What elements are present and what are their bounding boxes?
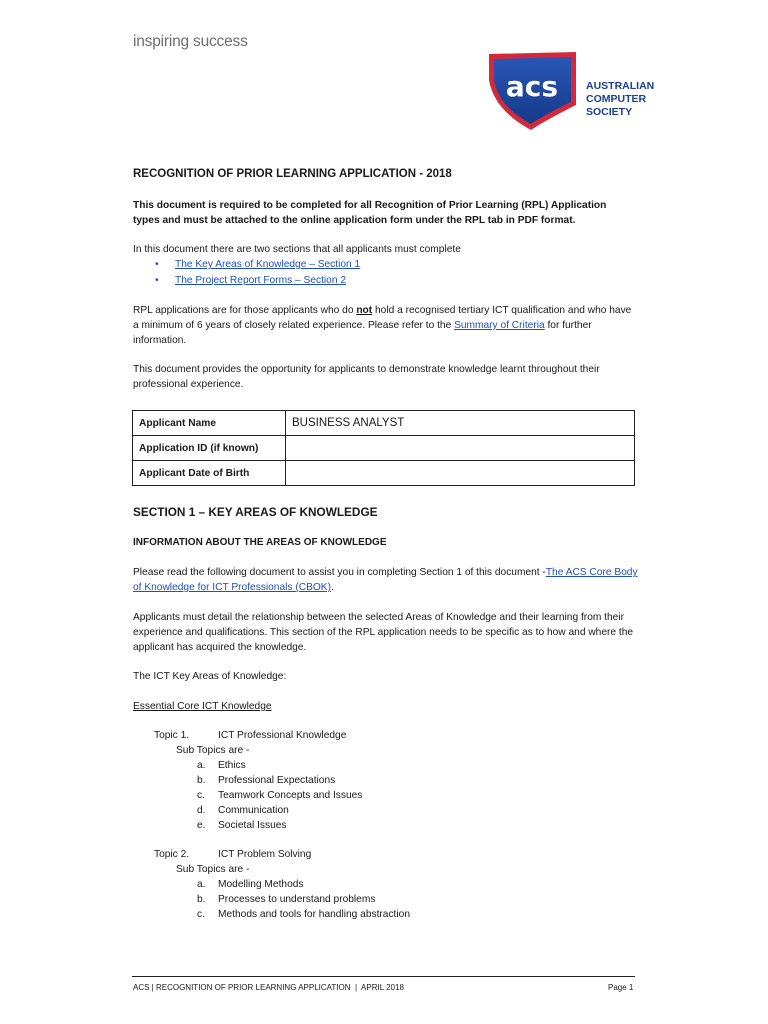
section-1-link[interactable]: The Key Areas of Knowledge – Section 1 xyxy=(175,259,361,270)
application-id-label: Application ID (if known) xyxy=(133,436,286,461)
sub-topics-label: Sub Topics are - xyxy=(176,745,250,756)
summary-of-criteria-link[interactable]: Summary of Criteria xyxy=(454,320,545,331)
list-item: d. Communication xyxy=(197,805,289,816)
intro-paragraph: This document is required to be completed for all Recognition of Prior Learning (RPL) Application types and must be attached to the online application form under the RPL tab in PDF format. xyxy=(133,200,607,226)
list-item xyxy=(155,273,360,289)
document-title: RECOGNITION OF PRIOR LEARNING APPLICATION - 2018 xyxy=(133,168,452,180)
page-number: Page 1 xyxy=(608,983,634,992)
sub-topics-label: Sub Topics are - xyxy=(176,864,250,875)
table-row xyxy=(133,461,635,486)
essential-core-heading: Essential Core ICT Knowledge xyxy=(133,701,272,712)
list-item: c. Teamwork Concepts and Issues xyxy=(197,790,363,801)
applicant-name-value[interactable]: BUSINESS ANALYST xyxy=(286,411,635,436)
not-emphasis: not xyxy=(356,305,373,316)
applicant-name-label: Applicant Name xyxy=(133,411,286,436)
topic-2-subtopics xyxy=(197,877,410,922)
key-areas-lead: The ICT Key Areas of Knowledge: xyxy=(133,671,287,682)
read-document-paragraph: Please read the following document to assist you in completing Section 1 of this document -The ACS Core Body of Knowledge for ICT Professionals (CBOK). xyxy=(133,567,638,593)
topic-name: ICT Problem Solving xyxy=(218,849,312,860)
table-row xyxy=(133,411,635,436)
applicant-table xyxy=(132,410,635,486)
list-item xyxy=(155,257,360,273)
list-item: a. Ethics xyxy=(197,760,246,771)
logo-mark: acs xyxy=(505,70,559,103)
logo-line: AUSTRALIAN xyxy=(586,80,655,92)
logo-wordmark xyxy=(586,80,654,119)
section-link-list xyxy=(155,257,360,288)
list-item: b. Professional Expectations xyxy=(197,775,336,786)
list-item: c. Methods and tools for handling abstraction xyxy=(197,909,410,920)
date-of-birth-value[interactable] xyxy=(286,461,635,486)
topic-number: Topic 1. xyxy=(154,730,190,741)
section-2-link[interactable]: The Project Report Forms – Section 2 xyxy=(175,274,346,286)
topic-name: ICT Professional Knowledge xyxy=(218,730,347,741)
date-of-birth-label: Applicant Date of Birth xyxy=(133,461,286,486)
topic-1 xyxy=(154,728,346,743)
section-1-heading: SECTION 1 – KEY AREAS OF KNOWLEDGE xyxy=(133,505,378,519)
table-row xyxy=(133,436,635,461)
logo-line: SOCIETY xyxy=(586,106,633,118)
list-item: a. Modelling Methods xyxy=(197,879,304,890)
list-item: e. Societal Issues xyxy=(197,820,287,831)
sections-lead: In this document there are two sections that all applicants must complete xyxy=(133,244,461,255)
applicants-paragraph: Applicants must detail the relationship between the selected Areas of Knowledge and their learning from their experience and qualifications. This section of the RPL application needs to be specific as to how and where the applicant has acquired the knowledge. xyxy=(133,612,634,653)
section-1-subheading: INFORMATION ABOUT THE AREAS OF KNOWLEDGE xyxy=(133,537,387,548)
cbok-link[interactable]: The ACS Core Body of Knowledge for ICT Professionals (CBOK) xyxy=(133,567,638,593)
topic-number: Topic 2. xyxy=(154,849,190,860)
topic-2 xyxy=(154,847,311,862)
application-id-value[interactable] xyxy=(286,436,635,461)
rpl-paragraph: RPL applications are for those applicants who do not hold a recognised tertiary ICT qualification and who have a minimum of 6 years of closely related experience. Please refer to the Summary of Criteria for further information. xyxy=(133,305,632,346)
tagline: inspiring success xyxy=(133,33,248,50)
opportunity-paragraph: This document provides the opportunity for applicants to demonstrate knowledge learnt throughout their professional experience. xyxy=(133,364,600,390)
logo-line: COMPUTER xyxy=(586,93,647,105)
list-item: b. Processes to understand problems xyxy=(197,894,376,905)
topic-1-subtopics xyxy=(197,758,362,833)
footer-divider xyxy=(132,976,635,977)
footer-text: ACS | RECOGNITION OF PRIOR LEARNING APPLICATION | APRIL 2018 xyxy=(133,983,404,992)
